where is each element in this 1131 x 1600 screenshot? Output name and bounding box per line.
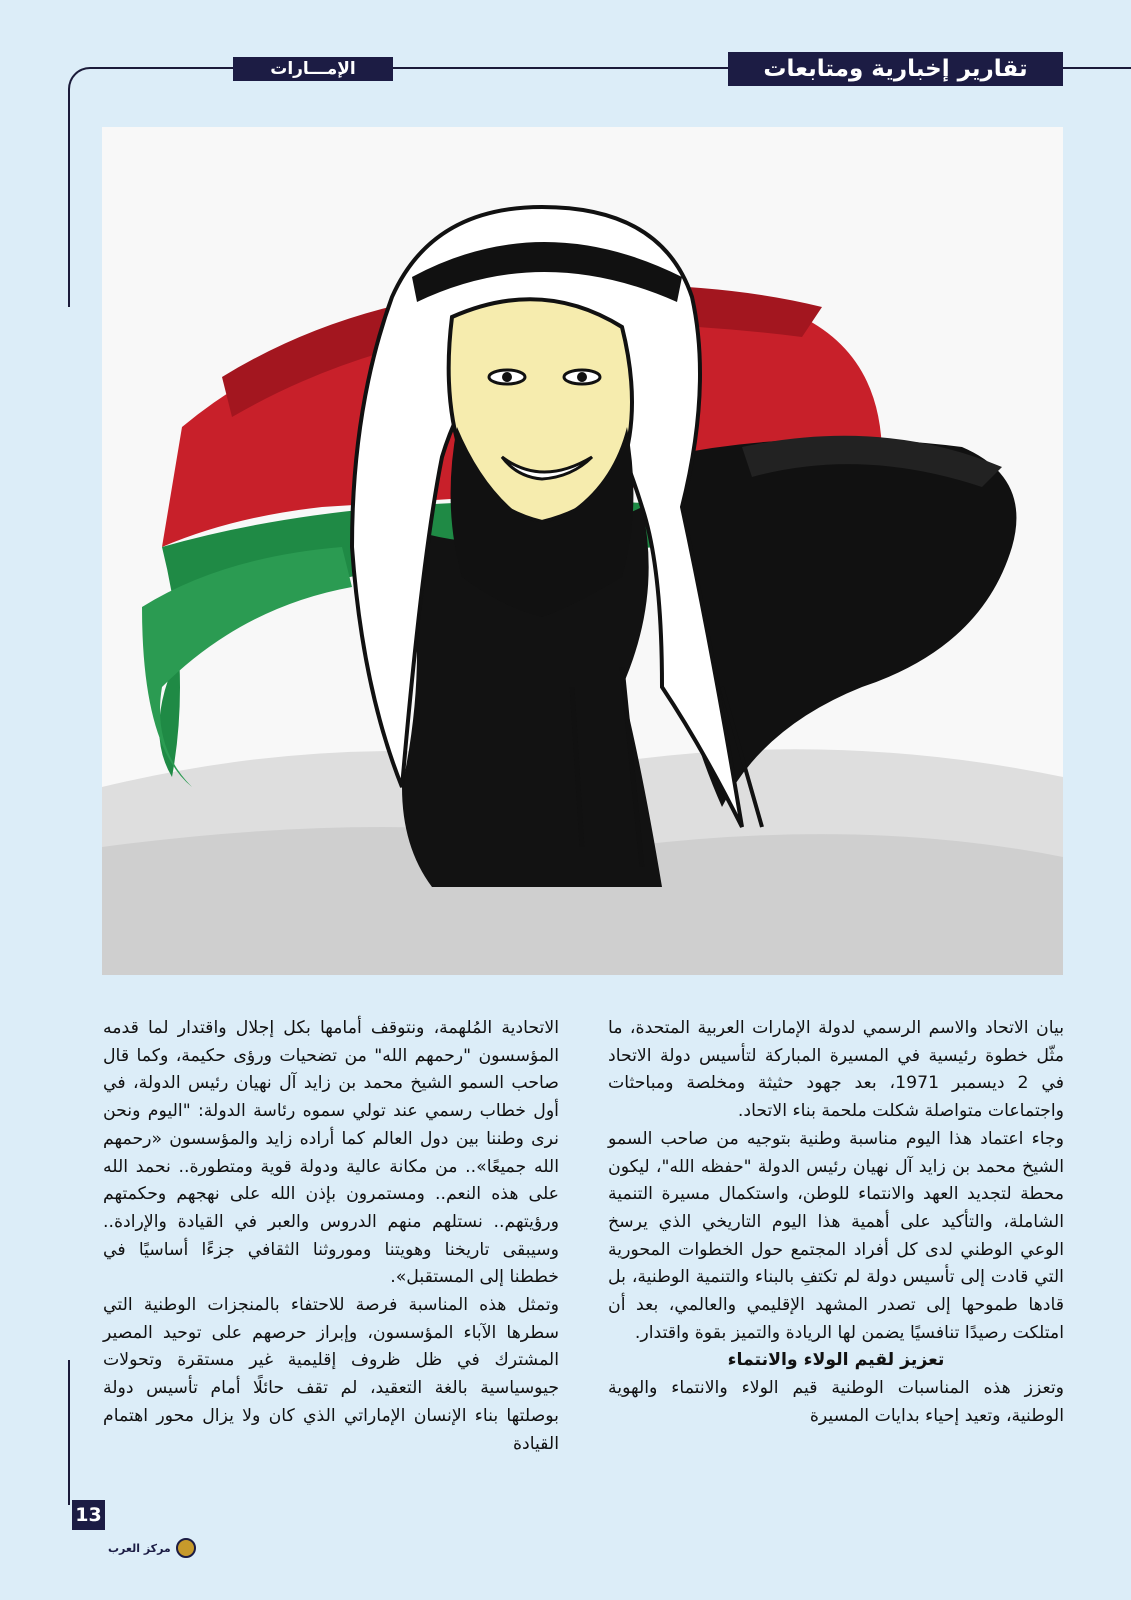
paragraph: وجاء اعتماد هذا اليوم مناسبة وطنية بتوجيه من صاحب السمو الشيخ محمد بن زايد آل نهيان رئيس الدولة "حفظه الله"، ليكون محطة لتجديد العهد والانتماء للوطن، واستكمال مسيرة التنمية الشاملة، والتأكيد على أهمية هذا اليوم التاريخي الذي يرسخ الوعي الوطني لدى كل أفراد المجتمع حول الخطوات المحورية التي قادت إلى تأسيس دولة لم تكتفِ بالبناء والتنمية الوطنية، بل قادها طموحها إلى تصدر المشهد الإقليمي والعالمي، بعد أن امتلكت رصيدًا تنافسيًا يضمن لها الريادة والتميز بقوة واقتدار. [608, 1128, 1064, 1343]
portrait-flag-illustration [102, 127, 1063, 975]
emblem-icon [176, 1538, 196, 1558]
hero-illustration [102, 127, 1063, 975]
subheading: تعزيز لقيم الولاء والانتماء [727, 1350, 945, 1371]
frame-corner [68, 67, 100, 99]
left-frame-rule-bottom [68, 1360, 70, 1505]
left-frame-rule [68, 95, 70, 307]
header-rule-right [1060, 67, 1131, 69]
publisher-logo [108, 1538, 196, 1558]
header-title: تقارير إخبارية ومتابعات [728, 52, 1063, 86]
article-column-right [608, 1015, 1064, 1431]
paragraph: وتعزز هذه المناسبات الوطنية قيم الولاء والانتماء والهوية الوطنية، وتعيد إحياء بدايات المسيرة [608, 1378, 1064, 1426]
article-column-left [103, 1015, 559, 1458]
logo-text: مركز العرب [108, 1541, 171, 1555]
paragraph: الاتحادية المُلهمة، ونتوقف أمامها بكل إجلال واقتدار لما قدمه المؤسسون "رحمهم الله" من تضحيات ورؤى حكيمة، وكما قال صاحب السمو الشيخ محمد بن زايد آل نهيان رئيس الدولة، في أول خطاب رسمي عند تولي سموه رئاسة الدولة: "اليوم ونحن نرى وطننا بين دول العالم كما أراده زايد والمؤسسون «رحمهم الله جميعًا».. من مكانة عالية ودولة قوية ومتطورة.. نحمد الله على هذه النعم.. ومستمرون بإذن الله على نهجهم وحكمتهم ورؤيتهم.. نستلهم منهم الدروس والعبر في القيادة والإرادة.. وسيبقى تاريخنا وهويتنا وموروثنا الثقافي جزءًا أساسيًا في خططنا إلى المستقبل». [103, 1018, 559, 1288]
page-number: 13 [72, 1500, 105, 1530]
paragraph: بيان الاتحاد والاسم الرسمي لدولة الإمارات العربية المتحدة، ما مثّل خطوة رئيسية في المسيرة المباركة لتأسيس دولة الاتحاد في 2 ديسمبر 1971، بعد جهود حثيثة ومخلصة ومباحثات واجتماعات متواصلة شكلت ملحمة بناء الاتحاد. [608, 1018, 1064, 1122]
paragraph: وتمثل هذه المناسبة فرصة للاحتفاء بالمنجزات الوطنية التي سطرها الآباء المؤسسون، وإبراز حرصهم على توحيد المصير المشترك في ظل ظروف إقليمية غير مستقرة وتحولات جيوسياسية بالغة التعقيد، لم تقف حائلًا أمام تأسيس دولة بوصلتها بناء الإنسان الإماراتي الذي كان ولا يزال محور اهتمام القيادة [103, 1295, 559, 1454]
section-label: الإمـــارات [233, 57, 393, 81]
